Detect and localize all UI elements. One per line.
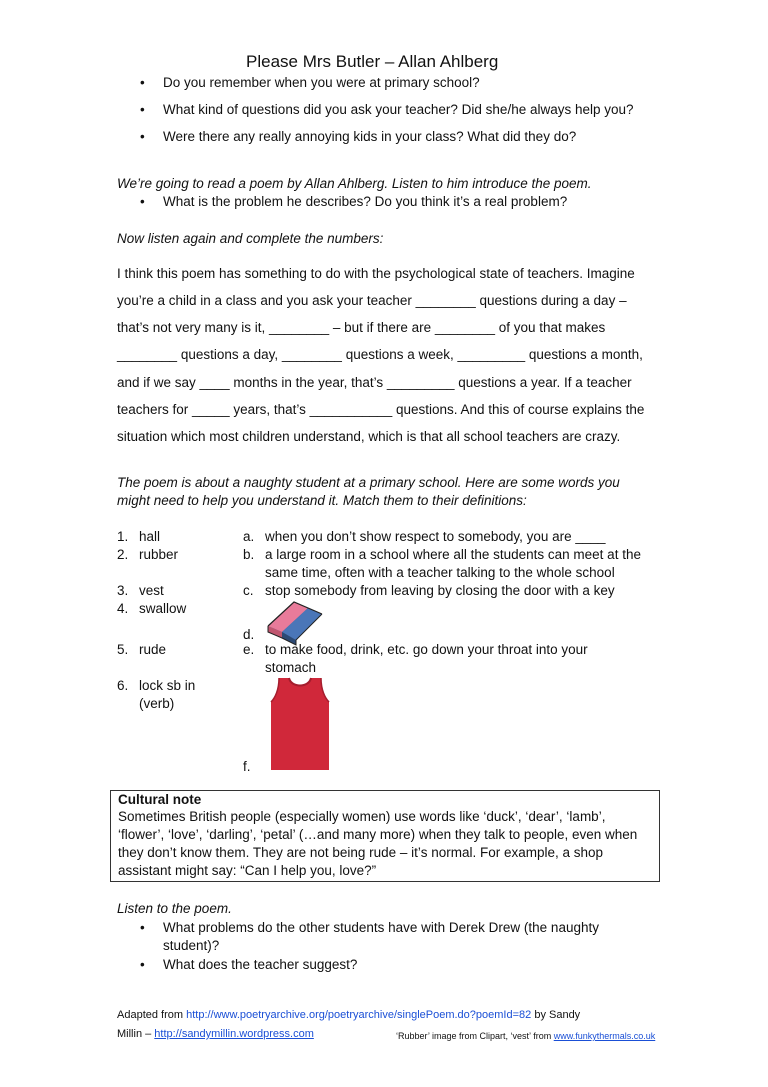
definition-letter: d. [243,627,255,642]
footer-line-1 [117,1009,580,1021]
vocab-word: lock sb in [139,678,196,693]
word-number: 1. [117,529,129,544]
vocab-word: rubber [139,547,179,562]
bullet-icon: • [140,194,145,209]
poem-source-link[interactable]: http://www.poetryarchive.org/poetryarchive/singlePoem.do?poemId=82 [186,1009,532,1021]
bullet-icon: • [140,102,145,117]
cultural-note-line: Sometimes British people (especially women) use words like ‘duck’, ‘dear’, ‘lamb’, [118,809,606,824]
definition-text: stop somebody from leaving by closing the door with a key [265,583,615,598]
cultural-note-heading: Cultural note [118,792,202,807]
cultural-note-box [110,790,660,882]
gap-fill-line-6: teachers for _____ years, that’s ___________ questions. And this of course explains the [117,402,645,417]
vocab-word: swallow [139,601,187,616]
blog-link[interactable]: http://sandymillin.wordpress.com [154,1028,314,1040]
vocab-word: rude [139,642,167,657]
vest-source-link[interactable]: www.funkythermals.co.uk [553,1031,656,1041]
gap-fill-line-1: I think this poem has something to do with the psychological state of teachers. Imagine [117,266,635,281]
cultural-note-line: ‘flower’, ‘love’, ‘darling’, ‘petal’ (…and many more) when they talk to people, even when [118,827,638,842]
definition-letter: c. [243,583,254,598]
section5-question-2: What does the teacher suggest? [163,957,358,972]
gap-fill-line-7: situation which most children understand, which is that all school teachers are crazy. [117,429,621,444]
bullet-icon: • [140,75,145,90]
section2-question: What is the problem he describes? Do you think it’s a real problem? [163,194,568,209]
gap-fill-line-5: and if we say ____ months in the year, that’s _________ questions a year. If a teacher [117,375,632,390]
definition-text: a large room in a school where all the students can meet at the [265,547,641,562]
word-number: 6. [117,678,129,693]
footer-line-2 [117,1028,314,1040]
definition-letter: b. [243,547,255,562]
vocab-word: hall [139,529,161,544]
section5-question-1: What problems do the other students have with Derek Drew (the naughty [163,920,599,935]
intro-question-1: Do you remember when you were at primary school? [163,75,480,90]
definition-letter: a. [243,529,255,544]
word-number: 3. [117,583,129,598]
footer-by: by Sandy [531,1009,581,1021]
image-credit-text: ‘Rubber’ image from Clipart, ‘vest’ from [396,1031,554,1041]
rubber-eraser-image [264,596,326,646]
definition-text: when you don’t show respect to somebody, you are ____ [265,529,606,544]
section3-instruction: Now listen again and complete the numbers: [117,231,384,246]
bullet-icon: • [140,957,145,972]
section5-instruction: Listen to the poem. [117,901,232,916]
definition-text: to make food, drink, etc. go down your throat into your [265,642,588,657]
word-number: 2. [117,547,129,562]
word-number: 5. [117,642,129,657]
section5-question-1-cont: student)? [163,938,220,953]
gap-fill-line-4: ________ questions a day, ________ questions a week, _________ questions a month, [117,347,643,362]
vest-image [269,676,331,772]
definition-text: same time, often with a teacher talking to the whole school [265,565,615,580]
footer-author: Millin – [117,1028,155,1040]
definition-letter: f. [243,759,251,774]
cultural-note-line: they don’t know them. They are not being rude – it’s normal. For example, a shop [118,845,604,860]
definition-text: stomach [265,660,317,675]
vocab-word: vest [139,583,164,598]
intro-question-3: Were there any really annoying kids in your class? What did they do? [163,129,577,144]
bullet-icon: • [140,920,145,935]
definition-letter: e. [243,642,255,657]
vocab-word-note: (verb) [139,696,175,711]
section2-instruction: We’re going to read a poem by Allan Ahlberg. Listen to him introduce the poem. [117,176,592,191]
intro-question-2: What kind of questions did you ask your teacher? Did she/he always help you? [163,102,634,117]
gap-fill-line-3: that’s not very many is it, ________ – but if there are ________ of you that makes [117,320,606,335]
section4-instruction-2: might need to help you understand it. Match them to their definitions: [117,493,527,508]
cultural-note-line: assistant might say: “Can I help you, love?” [118,863,377,878]
bullet-icon: • [140,129,145,144]
page-title: Please Mrs Butler – Allan Ahlberg [246,52,499,71]
gap-fill-line-2: you’re a child in a class and you ask your teacher ________ questions during a day – [117,293,627,308]
word-number: 4. [117,601,129,616]
footer-adapted-prefix: Adapted from [117,1009,187,1021]
image-credit [396,1031,655,1041]
section4-instruction-1: The poem is about a naughty student at a primary school. Here are some words you [117,475,620,490]
